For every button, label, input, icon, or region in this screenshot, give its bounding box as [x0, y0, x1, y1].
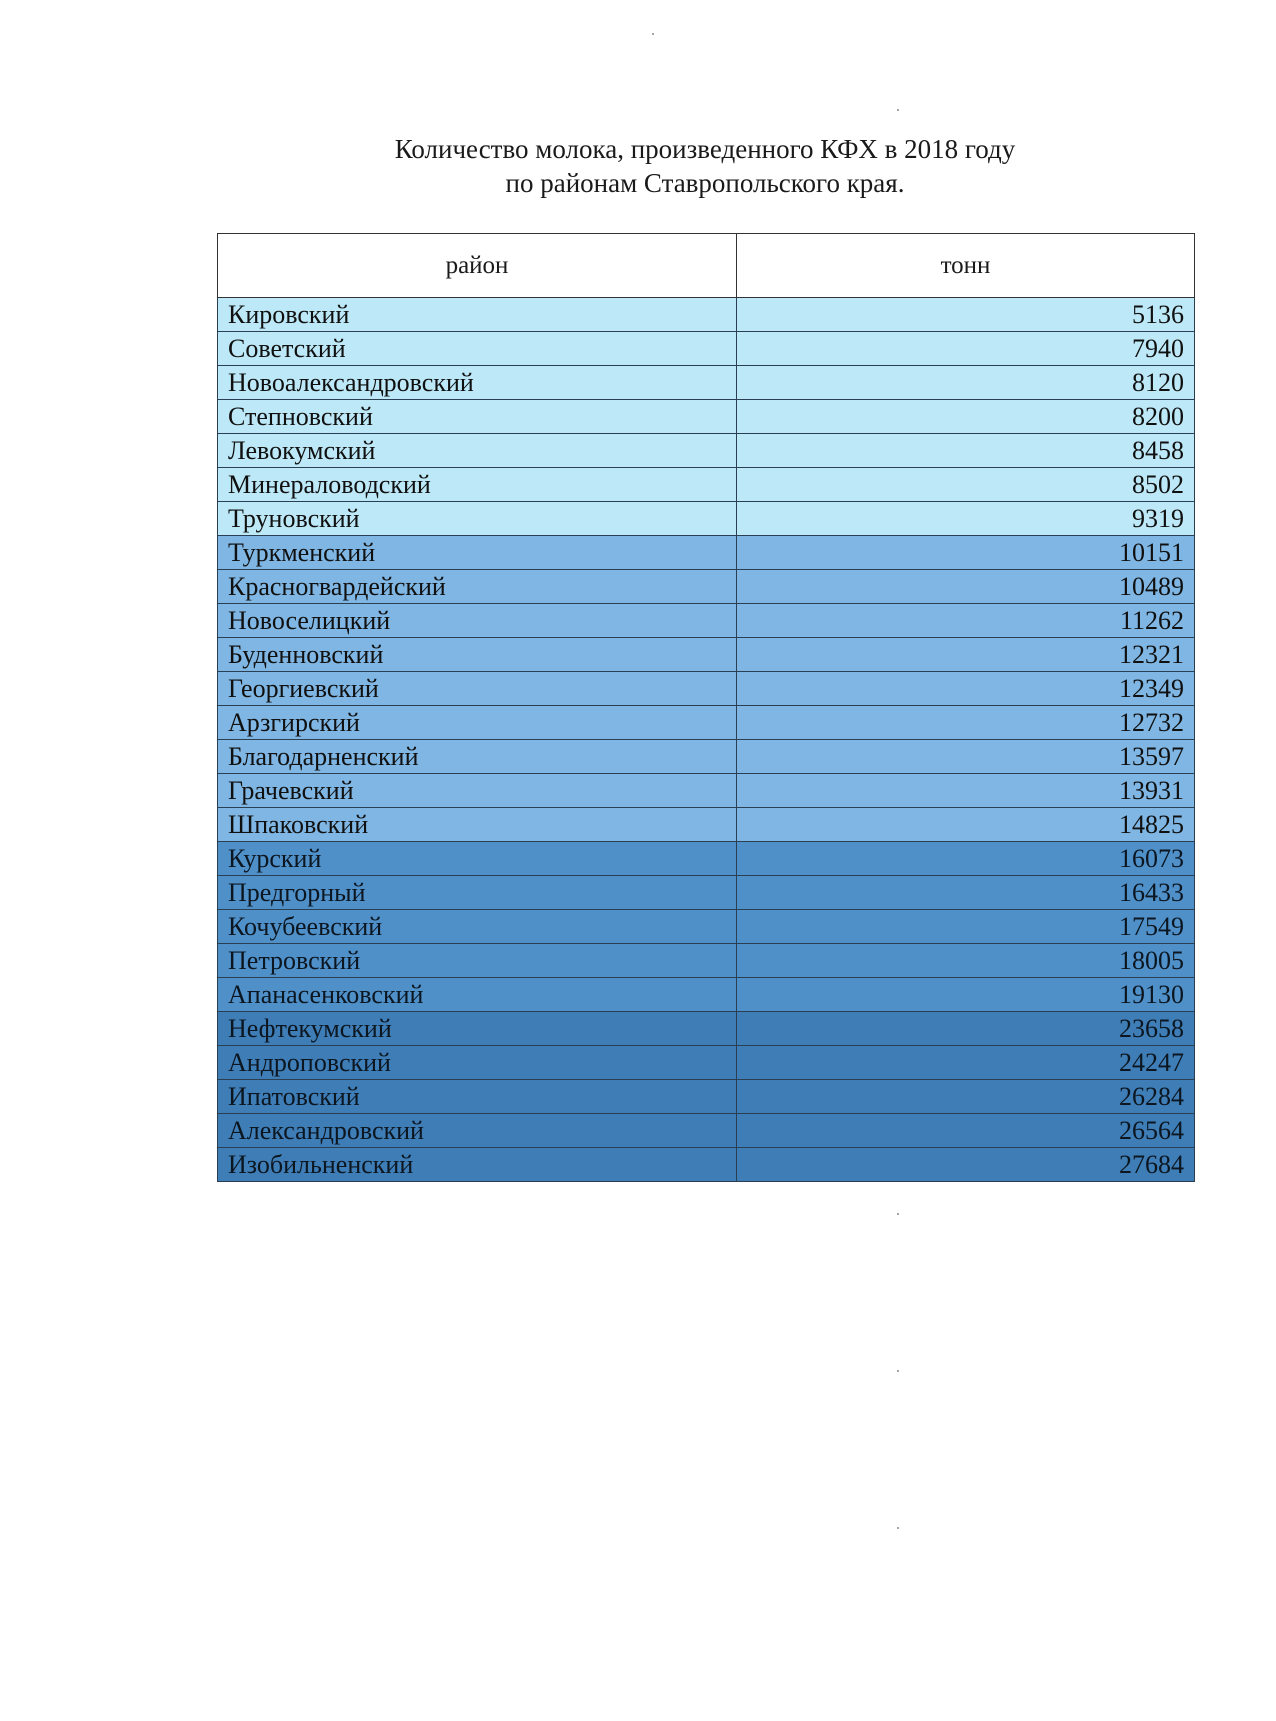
district-cell: Александровский	[218, 1114, 737, 1148]
district-cell: Ипатовский	[218, 1080, 737, 1114]
tons-cell: 26564	[737, 1114, 1195, 1148]
table-row	[218, 978, 1195, 1012]
tons-cell: 24247	[737, 1046, 1195, 1080]
table-row	[218, 1114, 1195, 1148]
scan-speck	[897, 1213, 899, 1215]
district-cell: Георгиевский	[218, 672, 737, 706]
table-row	[218, 842, 1195, 876]
tons-cell: 12349	[737, 672, 1195, 706]
tons-cell: 12321	[737, 638, 1195, 672]
table-row	[218, 332, 1195, 366]
district-cell: Нефтекумский	[218, 1012, 737, 1046]
district-cell: Красногвардейский	[218, 570, 737, 604]
table-row	[218, 876, 1195, 910]
district-cell: Новоселицкий	[218, 604, 737, 638]
district-cell: Левокумский	[218, 434, 737, 468]
district-cell: Арзгирский	[218, 706, 737, 740]
table-row	[218, 434, 1195, 468]
table-row	[218, 502, 1195, 536]
tons-cell: 5136	[737, 298, 1195, 332]
tons-cell: 14825	[737, 808, 1195, 842]
table-row	[218, 570, 1195, 604]
district-cell: Благодарненский	[218, 740, 737, 774]
table-row	[218, 400, 1195, 434]
tons-cell: 16073	[737, 842, 1195, 876]
table-row	[218, 1046, 1195, 1080]
district-cell: Петровский	[218, 944, 737, 978]
table-header-row	[218, 234, 1195, 298]
tons-cell: 8200	[737, 400, 1195, 434]
district-cell: Туркменский	[218, 536, 737, 570]
district-cell: Кировский	[218, 298, 737, 332]
district-cell: Курский	[218, 842, 737, 876]
tons-cell: 27684	[737, 1148, 1195, 1182]
district-cell: Советский	[218, 332, 737, 366]
tons-cell: 10151	[737, 536, 1195, 570]
tons-cell: 18005	[737, 944, 1195, 978]
table-row	[218, 1080, 1195, 1114]
tons-cell: 13597	[737, 740, 1195, 774]
table-row	[218, 468, 1195, 502]
tons-cell: 16433	[737, 876, 1195, 910]
table-row	[218, 740, 1195, 774]
table-body	[218, 298, 1195, 1182]
district-cell: Степновский	[218, 400, 737, 434]
table-row	[218, 706, 1195, 740]
milk-production-table	[217, 233, 1194, 1182]
district-cell: Изобильненский	[218, 1148, 737, 1182]
table-row	[218, 1012, 1195, 1046]
table-row	[218, 536, 1195, 570]
district-cell: Минераловодский	[218, 468, 737, 502]
tons-cell: 8120	[737, 366, 1195, 400]
table-row	[218, 1148, 1195, 1182]
title-line-2: по районам Ставропольского края.	[505, 168, 905, 198]
district-cell: Труновский	[218, 502, 737, 536]
tons-cell: 7940	[737, 332, 1195, 366]
column-header-district: район	[218, 234, 737, 298]
tons-cell: 8502	[737, 468, 1195, 502]
tons-cell: 19130	[737, 978, 1195, 1012]
tons-cell: 26284	[737, 1080, 1195, 1114]
tons-cell: 11262	[737, 604, 1195, 638]
table-row	[218, 298, 1195, 332]
page-title	[0, 132, 1276, 200]
scan-speck	[897, 1370, 899, 1372]
tons-cell: 8458	[737, 434, 1195, 468]
district-cell: Кочубеевский	[218, 910, 737, 944]
district-cell: Апанасенковский	[218, 978, 737, 1012]
column-header-tons: тонн	[737, 234, 1195, 298]
tons-cell: 12732	[737, 706, 1195, 740]
table-row	[218, 808, 1195, 842]
table-row	[218, 638, 1195, 672]
scan-speck	[652, 33, 654, 35]
table-row	[218, 672, 1195, 706]
tons-cell: 17549	[737, 910, 1195, 944]
tons-cell: 13931	[737, 774, 1195, 808]
table-row	[218, 944, 1195, 978]
tons-cell: 9319	[737, 502, 1195, 536]
table-row	[218, 366, 1195, 400]
district-cell: Шпаковский	[218, 808, 737, 842]
table-row	[218, 604, 1195, 638]
district-cell: Буденновский	[218, 638, 737, 672]
district-cell: Предгорный	[218, 876, 737, 910]
title-line-1: Количество молока, произведенного КФХ в 2018 году	[394, 134, 1016, 164]
scan-speck	[897, 109, 899, 111]
table-row	[218, 774, 1195, 808]
scan-speck	[897, 1527, 899, 1529]
table-row	[218, 910, 1195, 944]
district-cell: Новоалександровский	[218, 366, 737, 400]
tons-cell: 10489	[737, 570, 1195, 604]
district-cell: Андроповский	[218, 1046, 737, 1080]
tons-cell: 23658	[737, 1012, 1195, 1046]
district-cell: Грачевский	[218, 774, 737, 808]
